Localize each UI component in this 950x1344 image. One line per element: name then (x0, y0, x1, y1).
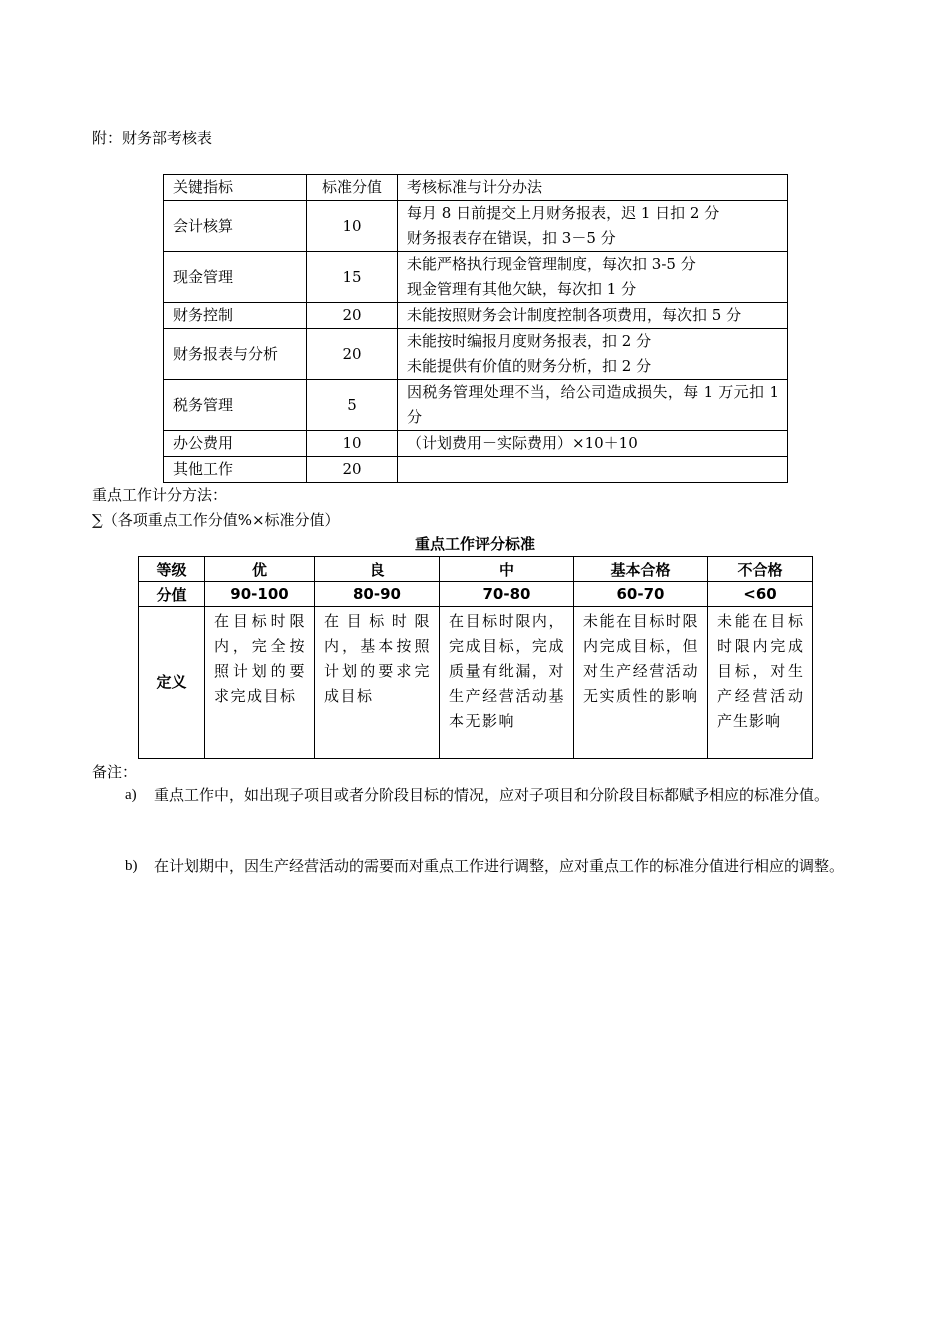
indicator-cell: 财务控制 (164, 303, 307, 329)
grade-cell: 优 (205, 557, 315, 582)
score-cell: 15 (307, 252, 398, 303)
definition-cell: 未能在目标时限内完成目标，但对生产经营活动无实质性的影响 (574, 607, 708, 759)
criteria-line: 未能严格执行现金管理制度，每次扣 3-5 分 (407, 255, 696, 273)
grade-row (139, 557, 813, 582)
indicator-cell: 现金管理 (164, 252, 307, 303)
note-text: 在计划期中，因生产经营活动的需要而对重点工作进行调整，应对重点工作的标准分值进行相应的调整。 (154, 857, 845, 875)
note-text: 重点工作中，如出现子项目或者分阶段目标的情况，应对子项目和分阶段目标都赋予相应的标准分值。 (154, 786, 830, 804)
table-row (164, 303, 788, 329)
criteria-line: 现金管理有其他欠缺，每次扣 1 分 (407, 280, 637, 298)
header-criteria: 考核标准与计分办法 (398, 175, 788, 201)
criteria-cell (398, 431, 788, 457)
criteria-line: （计划费用－实际费用）×10＋10 (407, 434, 638, 452)
table-row (164, 201, 788, 252)
grade-cell: 基本合格 (574, 557, 708, 582)
score-table-caption: 重点工作评分标准 (414, 535, 535, 553)
score-cell: 20 (307, 457, 398, 483)
grade-cell: 中 (440, 557, 574, 582)
table-row (164, 252, 788, 303)
definition-row (139, 607, 813, 759)
value-cell: 90-100 (205, 582, 315, 607)
key-work-score-table (138, 556, 813, 759)
indicator-cell: 税务管理 (164, 380, 307, 431)
score-cell: 20 (307, 329, 398, 380)
value-cell: <60 (708, 582, 813, 607)
indicator-cell: 其他工作 (164, 457, 307, 483)
calc-formula: ∑（各项重点工作分值%×标准分值） (92, 511, 340, 529)
header-indicator: 关键指标 (164, 175, 307, 201)
score-cell: 10 (307, 201, 398, 252)
criteria-cell (398, 201, 788, 252)
criteria-line: 未能按照财务会计制度控制各项费用，每次扣 5 分 (407, 306, 742, 324)
criteria-cell (398, 457, 788, 483)
table-row (164, 329, 788, 380)
criteria-cell (398, 252, 788, 303)
criteria-line: 财务报表存在错误，扣 3－5 分 (407, 229, 616, 247)
definition-cell: 在目标时限内，完全按照计划的要求完成目标 (205, 607, 315, 759)
criteria-line: 每月 8 日前提交上月财务报表，迟 1 日扣 2 分 (407, 204, 720, 222)
score-cell: 10 (307, 431, 398, 457)
indicator-cell: 会计核算 (164, 201, 307, 252)
indicator-cell: 财务报表与分析 (164, 329, 307, 380)
criteria-cell (398, 380, 788, 431)
definition-label: 定义 (139, 607, 205, 759)
attachment-title: 附：财务部考核表 (92, 129, 213, 147)
criteria-line: 因税务管理处理不当，给公司造成损失，每 1 万元扣 1 分 (407, 383, 779, 426)
value-label: 分值 (139, 582, 205, 607)
criteria-cell (398, 329, 788, 380)
definition-cell: 未能在目标时限内完成目标，对生产经营活动产生影响 (708, 607, 813, 759)
value-cell: 70-80 (440, 582, 574, 607)
table-header-row (164, 175, 788, 201)
value-row (139, 582, 813, 607)
criteria-line: 未能提供有价值的财务分析，扣 2 分 (407, 357, 652, 375)
note-marker: a) (125, 787, 137, 803)
notes-label: 备注： (92, 763, 138, 781)
indicator-cell: 办公费用 (164, 431, 307, 457)
score-cell: 5 (307, 380, 398, 431)
note-marker: b) (125, 858, 138, 874)
calc-method-title: 重点工作计分方法： (92, 486, 228, 504)
value-cell: 60-70 (574, 582, 708, 607)
grade-label: 等级 (139, 557, 205, 582)
definition-cell: 在目标时限内，完成目标，完成质量有纰漏，对生产经营活动基本无影响 (440, 607, 574, 759)
finance-kpi-table (163, 174, 788, 483)
criteria-cell (398, 303, 788, 329)
table-row (164, 380, 788, 431)
criteria-line: 未能按时编报月度财务报表，扣 2 分 (407, 332, 652, 350)
definition-cell: 在目标时限内，基本按照计划的要求完成目标 (315, 607, 440, 759)
table-row (164, 431, 788, 457)
grade-cell: 不合格 (708, 557, 813, 582)
score-cell: 20 (307, 303, 398, 329)
header-score: 标准分值 (307, 175, 398, 201)
grade-cell: 良 (315, 557, 440, 582)
table-row (164, 457, 788, 483)
value-cell: 80-90 (315, 582, 440, 607)
